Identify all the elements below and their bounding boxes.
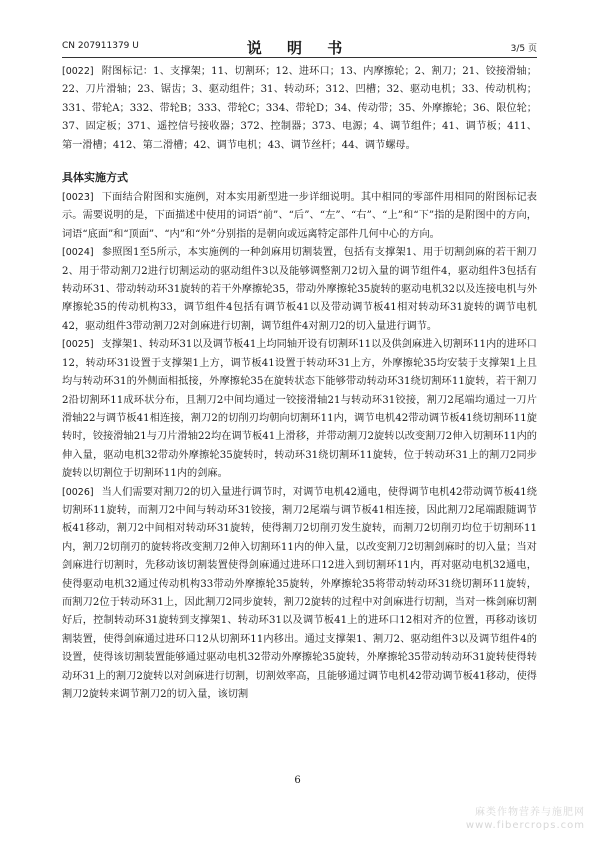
- paragraph-0025: [62, 336, 537, 483]
- paragraph-0024: [62, 244, 537, 336]
- document-title: 说 明 书: [246, 39, 353, 57]
- paragraph-text: 支撑架1、转动环31以及调节板41上均同轴开设有切割环11以及供剑麻进入切割环11内的进环口12，转动环31设置于支撑架1上方，调节板41设置于转动环31上方，外摩擦轮35均安装于支撑架1上且均与转动环31的外侧面相抵接，外摩擦轮35在旋转状态下能够带动转动环31绕切割环11旋转，若干割刀2沿切割环11成环状分布，且割刀2中间均通过一铰接滑轴21与转动环31铰接，割刀2尾端均通过一刀片滑轴22与调节板41相连接，割刀2的切削刃均朝向切割环11内，调节电机42带动调节板41绕切割环11旋转时，铰接滑轴21与刀片滑轴22均在调节板41上滑移，并带动割刀2旋转以改变割刀2伸入切割环11内的伸入量，驱动电机32带动外摩擦轮35旋转时，转动环31绕切割环11旋转，位于转动环31上的割刀2同步旋转以切割位于切割环11内的剑麻。: [62, 339, 537, 480]
- paragraph-0026: [62, 484, 537, 705]
- paragraph-text: 附图标记：1、支撑架；11、切割环；12、进环口；13、内摩擦轮；2、割刀；21、铰接滑轴；22、刀片滑轴；23、锯齿；3、驱动组件；31、转动环；312、凹槽；32、驱动电机；33、传动机构；331、带轮A；332、带轮B；333、带轮C；334、带轮D；34、传动带；35、外摩擦轮；36、限位轮；37、固定板；371、遥控信号接收器；372、控制器；373、电源；4、调节组件；41、调节板；411、第一滑槽；412、第二滑槽；42、调节电机；43、调节丝杆；44、调节螺母。: [62, 66, 537, 151]
- paragraph-number: [0023]: [62, 192, 94, 204]
- watermark-line2: www.fibercrops.com: [465, 820, 585, 831]
- paragraph-number: [0022]: [62, 66, 94, 77]
- paragraph-number: [0024]: [62, 247, 94, 259]
- paragraph-number: [0025]: [62, 339, 94, 351]
- paragraph-text: 参照图1至5所示，本实施例的一种剑麻用切割装置，包括有支撑架1、用于切割剑麻的若干割刀2、用于带动割刀2进行切割运动的驱动组件3以及能够调整割刀2切入量的调节组件4，驱动组件3包括有转动环31、带动转动环31旋转的若干外摩擦轮35，带动外摩擦轮35旋转的驱动电机32以及连接电机与外摩擦轮35的传动机构33，调节组件4包括有调节板41以及带动调节板41相对转动环31旋转的调节电机42，驱动组件3带动割刀2对剑麻进行切割，调节组件4对割刀2的切入量进行调节。: [62, 247, 537, 332]
- watermark: [466, 806, 585, 832]
- paragraph-text: 当人们需要对割刀2的切入量进行调节时，对调节电机42通电，使得调节电机42带动调节板41绕切割环11旋转，而割刀2中间与转动环31铰接，割刀2尾端与调节板41相连接，因此割刀2尾端跟随调节板41移动，割刀2中间相对转动环31旋转，使得割刀2切削刃发生旋转，而割刀2切削刃均位于切割环11内，割刀2切削刃的旋转将改变割刀2伸入切割环11内的伸入量，以改变割刀2切割剑麻时的切入量；当对剑麻进行切割时，先移动该切割装置使得剑麻通过进环口12进入到切割环11内，再对驱动电机32通电，使得驱动电机32通过传动机构33带动外摩擦轮35旋转，外摩擦轮35将带动转动环31绕切割环11旋转，而割刀2位于转动环31上，因此割刀2同步旋转，割刀2旋转的过程中对剑麻进行切割，当对一株剑麻切割好后，控制转动环31旋转到支撑架1、转动环31以及调节板41上的进环口12相对齐的位置，再移动该切割装置，使得剑麻通过进环口12从切割环11内移出。通过支撑架1、割刀2、驱动组件3以及调节组件4的设置，使得该切割装置能够通过驱动电机32带动外摩擦轮35旋转，外摩擦轮35带动转动环31旋转使得转动环31上的割刀2旋转以对剑麻进行切割，切割效率高，且能够通过调节电机42带动调节板41移动，使得割刀2旋转来调节割刀2的切入量，该切割: [62, 486, 537, 700]
- page-number: 6: [294, 775, 301, 786]
- paragraph-0023: [62, 189, 537, 244]
- page-info: 3/5 页: [510, 44, 537, 54]
- patent-number: CN 207911379 U: [62, 41, 139, 51]
- header-rule: [62, 57, 537, 58]
- paragraph-number: [0026]: [62, 486, 94, 498]
- page-header: [62, 37, 537, 57]
- watermark-line1: 麻类作物营养与施肥网: [475, 807, 585, 818]
- paragraph-text: 下面结合附图和实施例，对本实用新型进一步详细说明。其中相同的零部件用相同的附图标记表示。需要说明的是，下面描述中使用的词语“前”、“后”、“左”、“右”、“上”和“下”指的是附图中的方向，词语“底面”和“顶面”、“内”和“外”分别指的是朝向或远离特定部件几何中心的方向。: [62, 192, 537, 240]
- section-title: 具体实施方式: [62, 171, 128, 185]
- paragraph-0022: [62, 63, 537, 155]
- document-body: [62, 63, 537, 704]
